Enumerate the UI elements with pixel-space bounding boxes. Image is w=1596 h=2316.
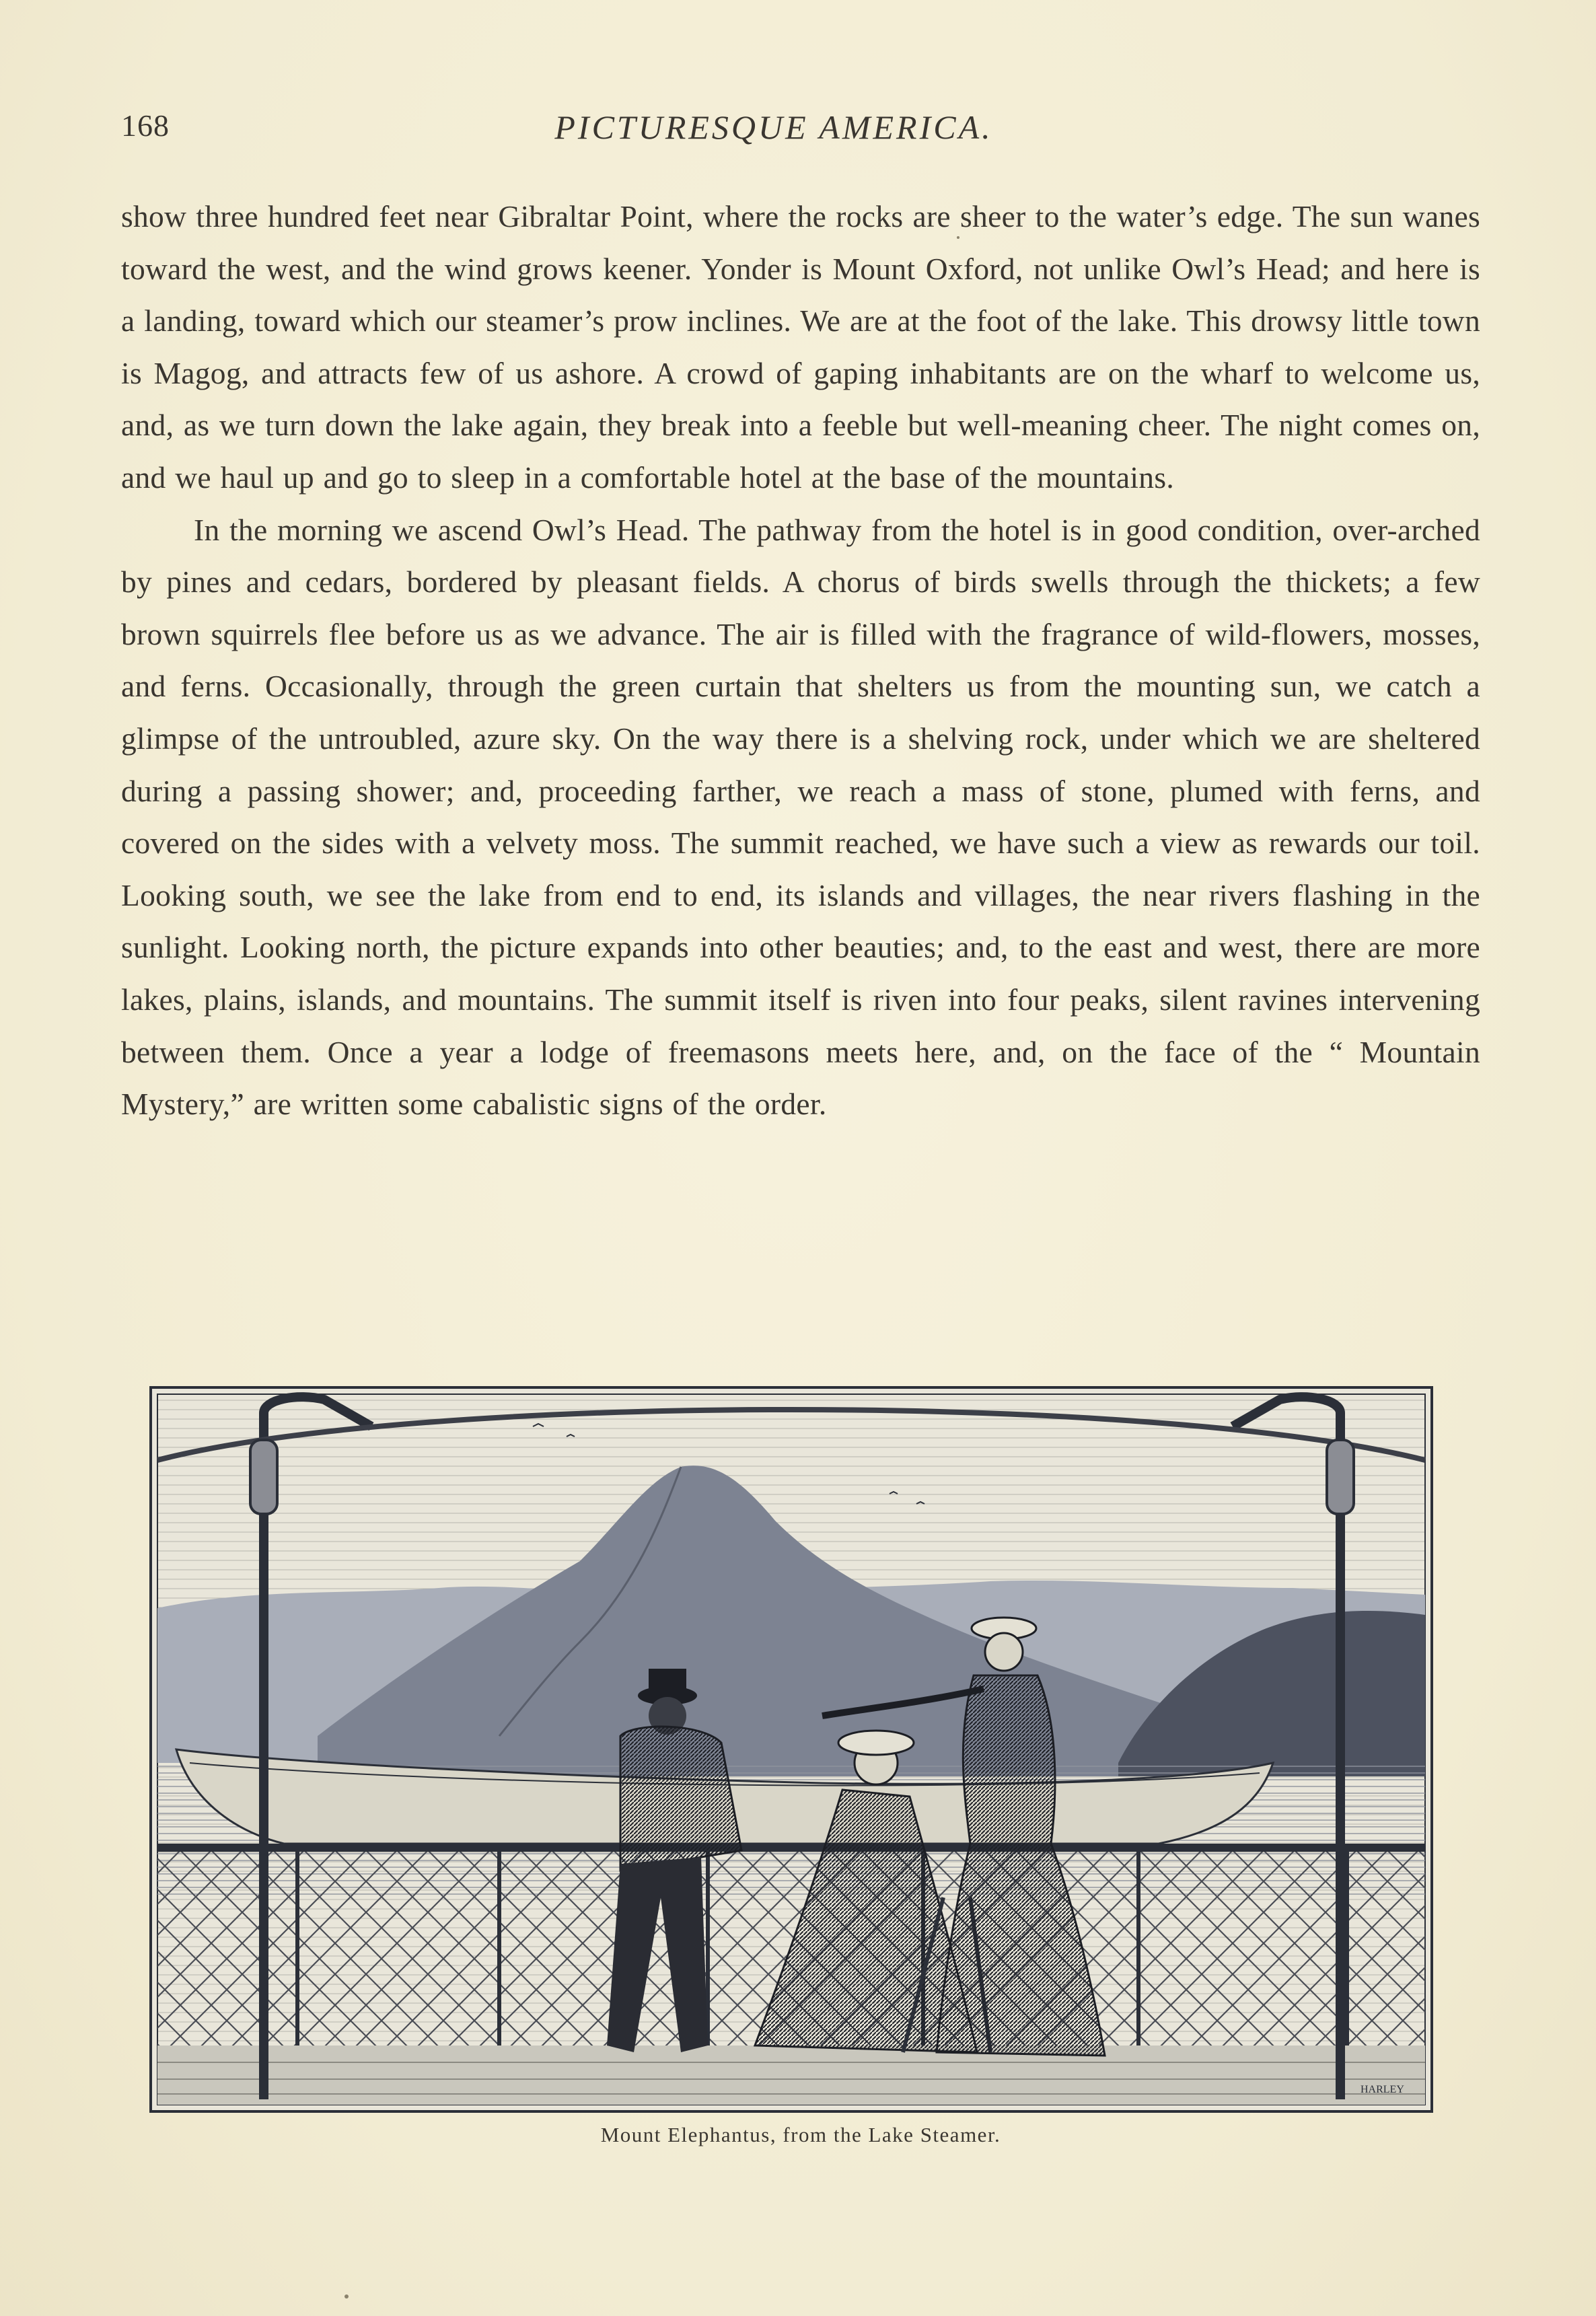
paragraph-continued: show three hundred feet near Gibraltar Point, where the rocks are sheer to the water’s edge. The sun wanes toward the west, and the wind grows keener. Yonder is Mount Oxford, not unlike Owl’s Head; and here is a landing, toward which our steamer’s prow inclines. We are at the foot of the lake. This drowsy little town is Magog, and attracts few of us ashore. A crowd of gaping inhabitants are on the wharf to welcome us, and, as we turn down the lake again, they break into a feeble but well-meaning cheer. The night comes on, and we haul up and go to sleep in a comfortable hotel at the base of the mountains. bbox=[121, 199, 1480, 495]
deck bbox=[157, 2046, 1425, 2105]
page-number: 168 bbox=[121, 108, 170, 143]
paper-speck bbox=[344, 2294, 349, 2299]
engraver-signature: HARLEY bbox=[1361, 2084, 1404, 2095]
paragraph-owls-head-ascent: In the morning we ascend Owl’s Head. The pathway from the hotel is in good condition, over-arched by pines and cedars, bordered by pleasant fields. A chorus of birds swells through the thickets; a few brown squirrels flee before us as we advance. The air is filled with the fragrance of wild-flowers, mosses, and ferns. Occasionally, through the green curtain that shelters us from the mounting sun, we catch a glimpse of the untroubled, azure sky. On the way there is a shelving rock, under which we are sheltered during a passing shower; and, proceeding farther, we reach a mass of stone, plumed with ferns, and covered on the sides with a velvety moss. The summit reached, we have such a view as rewards our toil. Looking south, we see the lake from end to end, its islands and villages, the near rivers flashing in the sunlight. Looking north, the picture expands into other beauties; and, to the east and west, there are more lakes, plains, islands, and mountains. The summit itself is riven into four peaks, silent ravines intervening between them. Once a year a lodge of freemasons meets here, and, on the face of the “ Mountain Mystery,” are written some cabalistic signs of the order. bbox=[121, 512, 1480, 1122]
engraving-svg bbox=[149, 1386, 1433, 2113]
running-head bbox=[121, 108, 1480, 155]
engraving-illustration bbox=[149, 1386, 1433, 2113]
figure-caption: Mount Elephantus, from the Lake Steamer. bbox=[600, 2123, 1001, 2146]
body-text bbox=[121, 190, 1480, 1130]
paper-speck bbox=[957, 236, 959, 239]
running-title: PICTURESQUE AMERICA. bbox=[554, 108, 993, 146]
deck-rail bbox=[157, 1844, 1425, 1852]
